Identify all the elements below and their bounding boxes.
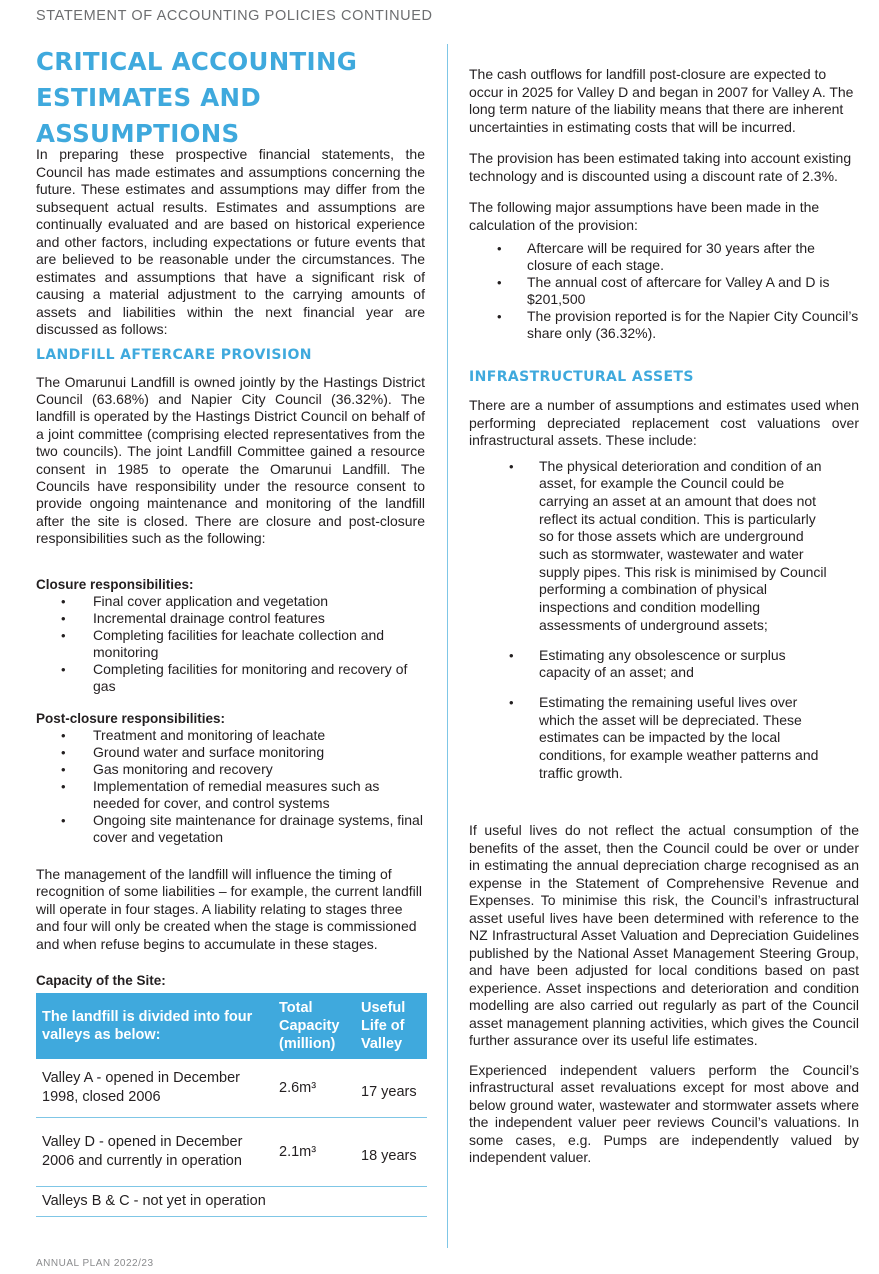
table-row bbox=[36, 1059, 427, 1118]
table-cell: 2.1m³ bbox=[273, 1118, 355, 1187]
table-cell: Valley D - opened in December 2006 and currently in operation bbox=[36, 1118, 273, 1187]
list-item: • Aftercare will be required for 30 years after the closure of each stage. bbox=[497, 240, 815, 273]
provision-paragraph: The provision has been estimated taking into account existing technology and is discounted using a discount rate of 2.3%. bbox=[469, 150, 852, 184]
intro-paragraph: In preparing these prospective financial statements, the Council has made estimates and assumptions concerning the future. These estimates and assumptions may differ from the subsequent actual results. Estimates and assumptions are continually evaluated and are based on historical experience and other factors, including expectations or future events that are believed to be reasonable under the circumstances. The estimates and assumptions that have a significant risk of causing a material adjustment to the carrying amounts of assets and liabilities within the next financial year are discussed as follows: bbox=[36, 146, 425, 337]
list-item: • Implementation of remedial measures such as needed for cover, and control systems bbox=[61, 777, 380, 811]
capacity-table bbox=[36, 993, 427, 1217]
table-header-row bbox=[36, 993, 427, 1059]
landfill-paragraph: The Omarunui Landfill is owned jointly by the Hastings District Council (63.68%) and Napier City Council (36.32%). The landfill is operated by the Hastings District Council on behalf of a joint committee (comprising elected representatives from the two councils). The joint Landfill Committee gained a resource consent in 1985 to operate the Omarunui Landfill. The Councils have responsibility under the resource consent to provide ongoing maintenance and monitoring of the landfill after the site is closed. There are closure and post-closure responsibilities such as the following: bbox=[36, 373, 425, 547]
running-head: STATEMENT OF ACCOUNTING POLICIES CONTINUED bbox=[36, 8, 433, 24]
list-item: • Estimating the remaining useful lives over which the asset will be depreciated. These estimates can be impacted by the local conditions, for example weather patterns and traffic growth. bbox=[509, 693, 819, 781]
list-item: • Final cover application and vegetation bbox=[61, 592, 329, 609]
list-item: • Completing facilities for leachate collection and monitoring bbox=[61, 626, 385, 660]
page-title-line: ASSUMPTIONS bbox=[36, 119, 240, 148]
table-header: Useful Life of Valley bbox=[355, 993, 427, 1059]
table-row bbox=[36, 1118, 427, 1187]
table-row bbox=[36, 1187, 427, 1217]
infra-intro: There are a number of assumptions and estimates used when performing depreciated replacement cost valuations over infrastructural assets. These include: bbox=[469, 397, 859, 448]
footer: ANNUAL PLAN 2022/23 bbox=[36, 1258, 154, 1269]
closure-list bbox=[61, 593, 425, 695]
assumptions-list bbox=[497, 240, 859, 342]
table-cell: Valley A - opened in December 1998, closed 2006 bbox=[36, 1059, 273, 1118]
postclosure-list bbox=[61, 727, 425, 846]
capacity-heading: Capacity of the Site: bbox=[36, 973, 166, 989]
table-header: The landfill is divided into four valleys as below: bbox=[36, 993, 273, 1059]
table-header: Total Capacity (million) bbox=[273, 993, 355, 1059]
useful-lives-paragraph: If useful lives do not reflect the actual consumption of the benefits of the asset, then the Council could be over or under in estimating the annual depreciation charge recognised as an expense in the Statement of Comprehensive Revenue and Expenses. To minimise this risk, the Council’s infrastructural asset useful lives have been determined with reference to the NZ Infrastructural Asset Valuation and Depreciation Guidelines published by the National Asset Management Steering Group, and have been adjusted for local conditions based on past experience. Asset inspections and deterioration and condition modelling are also carried out regularly as part of the Council asset management planning activities, which gives the Council further assurance over its useful life estimates. bbox=[469, 822, 859, 1049]
list-item: • Treatment and monitoring of leachate bbox=[61, 726, 326, 743]
infra-heading: INFRASTRUCTURAL ASSETS bbox=[469, 369, 694, 385]
table-cell: 2.6m³ bbox=[273, 1059, 355, 1118]
table-cell: 18 years bbox=[355, 1118, 427, 1187]
table-cell: 17 years bbox=[355, 1059, 427, 1118]
list-item: • The physical deterioration and condition of an asset, for example the Council could be carrying an asset at an amount that does not reflect its actual condition. This is particularly so for those assets which are underground such as stormwater, wastewater and water supply pipes. This risk is minimised by Council performing a combination of physical inspections and condition modelling assessments of underground assets; bbox=[509, 457, 827, 633]
column-divider bbox=[447, 44, 448, 1248]
list-item: • Ongoing site maintenance for drainage systems, final cover and vegetation bbox=[61, 811, 423, 845]
right-column bbox=[469, 66, 859, 1167]
list-item: • Completing facilities for monitoring and recovery of gas bbox=[61, 660, 408, 694]
closure-heading: Closure responsibilities: bbox=[36, 576, 194, 592]
list-item: • Incremental drainage control features bbox=[61, 609, 325, 626]
list-item: • The provision reported is for the Napier City Council’s share only (36.32%). bbox=[497, 308, 859, 341]
assumptions-intro: The following major assumptions have been made in the calculation of the provision: bbox=[469, 199, 820, 233]
valuers-paragraph: Experienced independent valuers perform the Council’s infrastructural asset revaluations except for most above and below ground water, wastewater and stormwater assets where the independent valuer peer reviews Council’s valuations. In some cases, e.g. Pumps are independently valued by independent valuer. bbox=[469, 1061, 859, 1166]
page-title-line: ESTIMATES AND bbox=[36, 83, 261, 112]
cashflow-paragraph: The cash outflows for landfill post-closure are expected to occur in 2025 for Valley D and began in 2007 for Valley A. The long term nature of the liability means that there are inherent uncertainties in estimating costs that will be incurred. bbox=[469, 66, 854, 135]
table-cell: Valleys B & C - not yet in operation bbox=[36, 1187, 427, 1217]
landfill-heading: LANDFILL AFTERCARE PROVISION bbox=[36, 346, 312, 363]
list-item: • Ground water and surface monitoring bbox=[61, 743, 325, 760]
list-item: • Gas monitoring and recovery bbox=[61, 760, 273, 777]
left-column bbox=[36, 44, 425, 1217]
page-title bbox=[36, 44, 425, 152]
list-item: • Estimating any obsolescence or surplus capacity of an asset; and bbox=[509, 646, 786, 681]
postclosure-heading: Post-closure responsibilities: bbox=[36, 710, 226, 726]
management-paragraph: The management of the landfill will influence the timing of recognition of some liabilities – for example, the current landfill will operate in four stages. A liability relating to stages three and four will only be created when the stage is commissioned and when refuse begins to accumulate in these stages. bbox=[36, 865, 422, 952]
list-item: • The annual cost of aftercare for Valley A and D is $201,500 bbox=[497, 274, 830, 307]
infra-list bbox=[509, 458, 829, 783]
page-title-line: CRITICAL ACCOUNTING bbox=[36, 47, 358, 76]
